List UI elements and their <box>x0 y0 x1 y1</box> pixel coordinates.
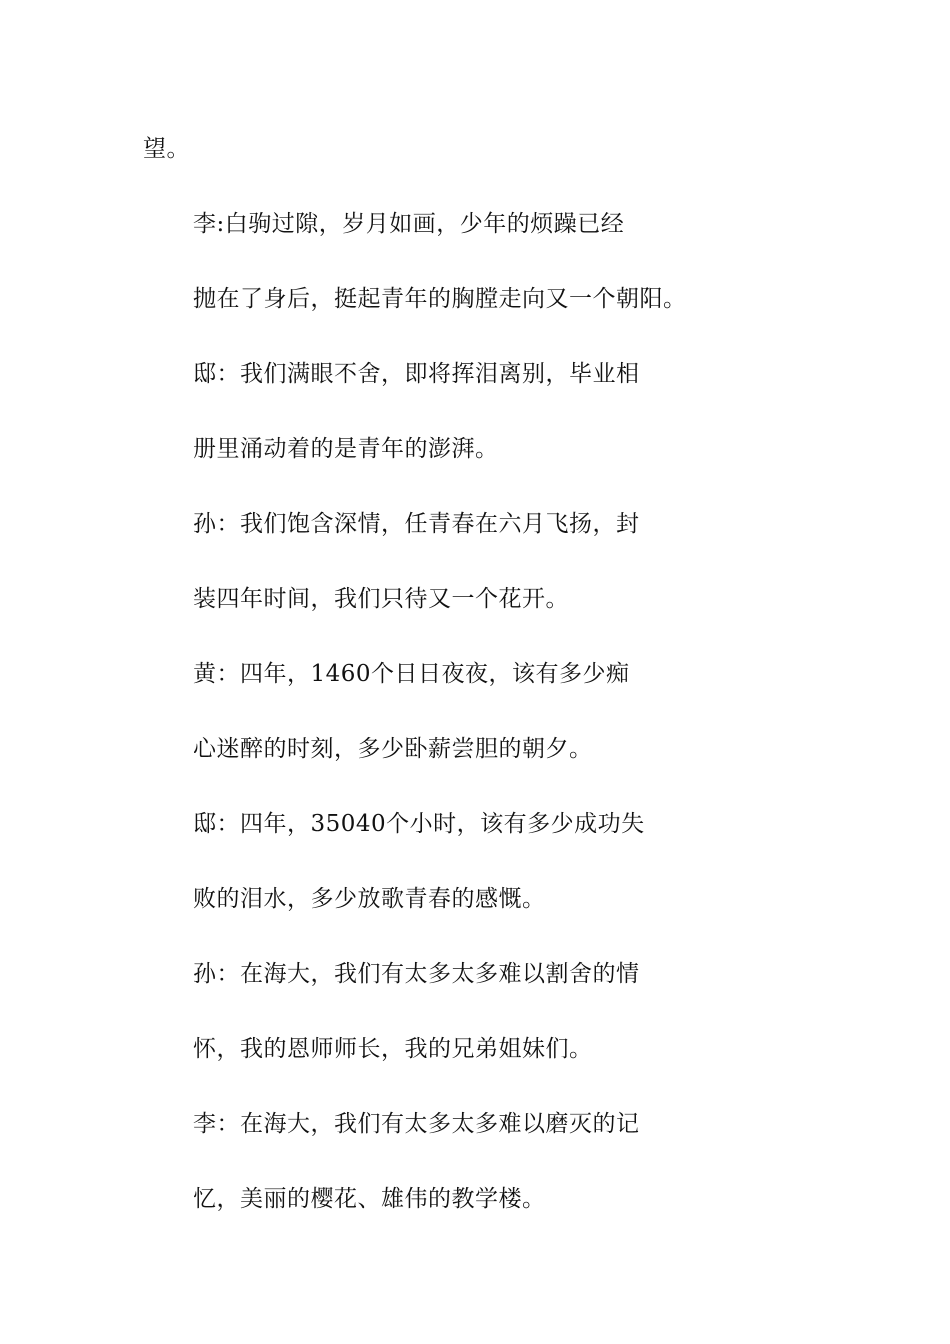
text-line: 册里涌动着的是青年的澎湃。 <box>193 436 499 462</box>
text-line: 李:白驹过隙，岁月如画，少年的烦躁已经 <box>193 211 625 237</box>
text-line: 装四年时间，我们只待又一个花开。 <box>193 586 569 612</box>
text-line: 抛在了身后，挺起青年的胸膛走向又一个朝阳。 <box>193 286 687 312</box>
text-line: 邸：我们满眼不舍，即将挥泪离别，毕业相 <box>193 361 640 387</box>
text-line: 邸：四年，35040个小时，该有多少成功失 <box>193 811 645 837</box>
text-line: 孙：我们饱含深情，任青春在六月飞扬，封 <box>193 511 640 537</box>
text-line: 李：在海大，我们有太多太多难以磨灭的记 <box>193 1111 640 1137</box>
text-line: 孙：在海大，我们有太多太多难以割舍的情 <box>193 961 640 987</box>
text-line: 黄：四年，1460个日日夜夜，该有多少痴 <box>193 661 630 687</box>
text-line: 怀，我的恩师师长，我的兄弟姐妹们。 <box>193 1036 593 1062</box>
text-line: 心迷醉的时刻，多少卧薪尝胆的朝夕。 <box>193 736 593 762</box>
text-line: 败的泪水，多少放歌青春的感慨。 <box>193 886 546 912</box>
text-line: 望。 <box>143 136 190 162</box>
text-line: 忆，美丽的樱花、雄伟的教学楼。 <box>193 1186 546 1212</box>
